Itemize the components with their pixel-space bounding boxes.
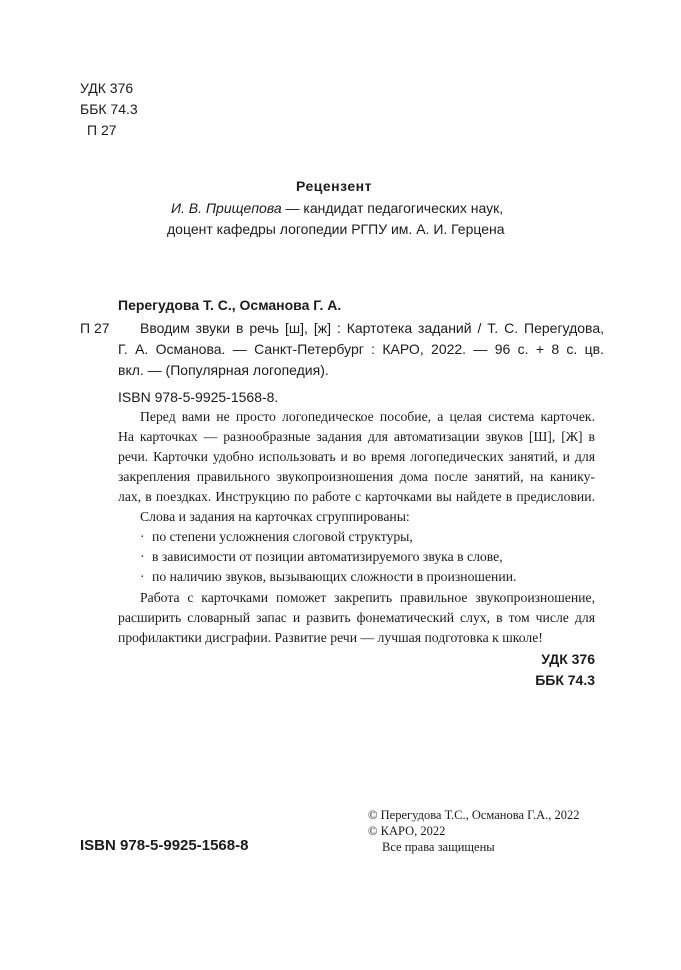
annotation-line-3: речи. Карточки удобно использовать и во время логопедических занятий, и для bbox=[118, 449, 595, 464]
biblio-code: П 27 bbox=[80, 320, 110, 336]
annotation-line-1: Перед вами не просто логопедическое пособие, а целая система карточек. bbox=[140, 409, 595, 424]
annotation-bbk: ББК 74.3 bbox=[535, 672, 595, 688]
list-item bbox=[140, 549, 503, 565]
list-item bbox=[140, 569, 516, 585]
reviewer-position: доцент кафедры логопедии РГПУ им. А. И. Герцена bbox=[167, 221, 505, 237]
bullet-text: по степени усложнения слоговой структуры, bbox=[152, 529, 413, 544]
annotation-udk: УДК 376 bbox=[541, 651, 595, 667]
udk-code: УДК 376 bbox=[80, 80, 134, 96]
list-item bbox=[140, 529, 413, 545]
bullet-icon: · bbox=[140, 549, 145, 564]
closing-line-1: Работа с карточками поможет закрепить правильное звукопроизношение, bbox=[140, 590, 595, 605]
isbn-line: ISBN 978-5-9925-1568-8. bbox=[118, 389, 279, 405]
biblio-line-3: вкл. — (Популярная логопедия). bbox=[118, 362, 329, 378]
biblio-line-1: Вводим звуки в речь [ш], [ж] : Картотека заданий / Т. С. Перегудова, bbox=[140, 320, 604, 336]
bullet-text: в зависимости от позиции автоматизируемого звука в слове, bbox=[152, 549, 503, 564]
bullet-icon: · bbox=[140, 569, 145, 584]
bottom-isbn: ISBN 978-5-9925-1568-8 bbox=[80, 837, 249, 854]
author-mark: П 27 bbox=[87, 122, 117, 138]
bullet-text: по наличию звуков, вызывающих сложности в произношении. bbox=[152, 569, 517, 584]
closing-line-2: расширить словарный запас и развить фонематический слух, в том числе для bbox=[118, 610, 595, 625]
annotation-line-6: Слова и задания на карточках сгруппированы: bbox=[140, 509, 410, 524]
copyright-authors: © Перегудова Т.С., Османова Г.А., 2022 bbox=[368, 808, 580, 822]
reviewer-heading: Рецензент bbox=[296, 178, 372, 194]
rights-reserved: Все права защищены bbox=[382, 840, 495, 854]
annotation-line-4: закрепления правильного звукопроизношения дома после занятий, на канику- bbox=[118, 469, 595, 484]
copyright-publisher: © КАРО, 2022 bbox=[368, 824, 446, 838]
bbk-code: ББК 74.3 bbox=[80, 101, 138, 117]
reviewer-name: И. В. Прищепова bbox=[171, 200, 282, 216]
reviewer-title: — кандидат педагогических наук, bbox=[281, 200, 504, 216]
closing-line-3: профилактики дисграфии. Развитие речи — лучшая подготовка к школе! bbox=[118, 630, 543, 645]
bullet-icon: · bbox=[140, 529, 145, 544]
authors-heading: Перегудова Т. С., Османова Г. А. bbox=[118, 297, 342, 313]
biblio-line-2: Г. А. Османова. — Санкт-Петербург : КАРО, 2022. — 96 с. + 8 с. цв. bbox=[118, 341, 604, 357]
reviewer-line bbox=[171, 200, 503, 216]
annotation-line-5: лах, в поездках. Инструкцию по работе с карточками вы найдете в предисловии. bbox=[118, 489, 595, 504]
annotation-line-2: На карточках — разнообразные задания для автоматизации звуков [Ш], [Ж] в bbox=[118, 429, 595, 444]
